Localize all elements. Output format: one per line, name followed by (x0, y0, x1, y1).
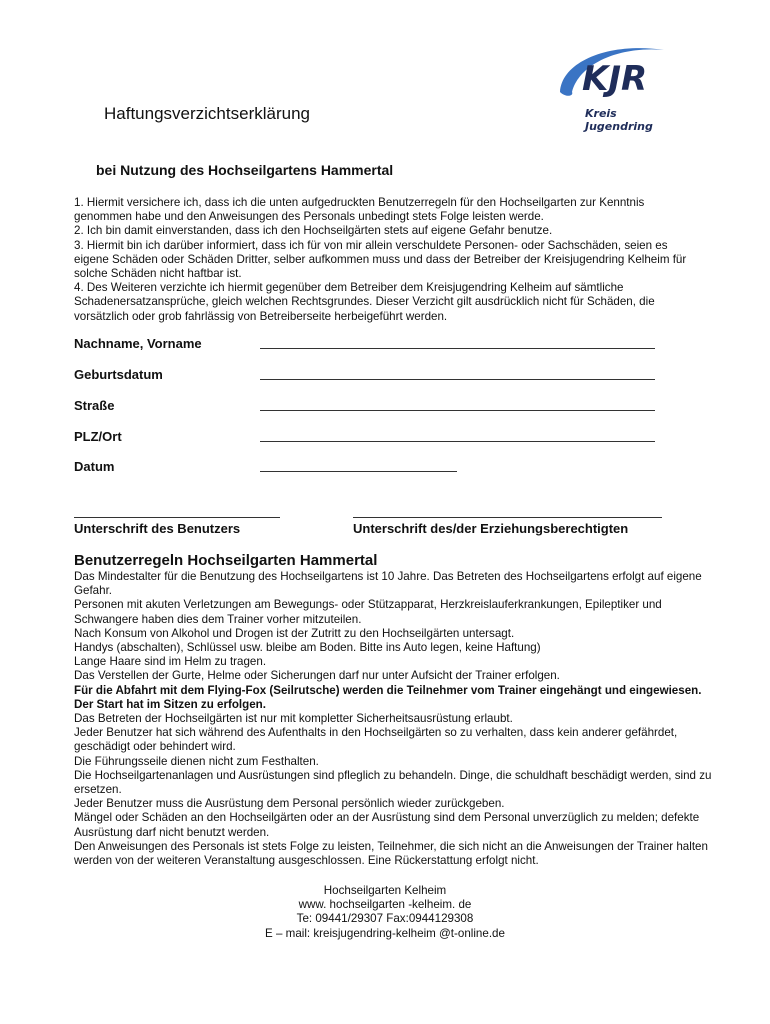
waiver-point-4: 4. Des Weiteren verzichte ich hiermit gegenüber dem Betreiber dem Kreisjugendring Kelheim auf sämtliche Schadenersatzansprüche, gleich welchen Rechtsgrundes. Dieser Verzicht gilt ausdrücklich nicht für Schäden, die vorsätzlich oder grob fahrlässig von Betreiberseite herbeigeführt werden. (74, 281, 655, 323)
rule-item: Jeder Benutzer hat sich während des Aufenthalts in den Hochseilgärten so zu verhalten, dass kein anderer gefährdet, geschädigt oder behindert wird. (74, 726, 678, 754)
field-line-street[interactable] (260, 410, 655, 411)
logo-line-jugendring: Jugendring (585, 120, 653, 133)
rule-item: Mängel oder Schäden an den Hochseilgärten oder an der Ausrüstung sind dem Personal unverzüglich zu melden; defekte Ausrüstung darf nicht benutzt werden. (74, 811, 700, 839)
rule-item: Lange Haare sind im Helm zu tragen. (74, 655, 267, 669)
signature-label-user: Unterschrift des Benutzers (74, 521, 241, 536)
signature-label-guardian: Unterschrift des/der Erziehungsberechtigten (353, 521, 629, 536)
field-label-street: Straße (74, 398, 115, 413)
field-line-name[interactable] (260, 348, 655, 349)
rule-item: Nach Konsum von Alkohol und Drogen ist der Zutritt zu den Hochseilgärten untersagt. (74, 626, 515, 640)
rule-item: Jeder Benutzer muss die Ausrüstung dem Personal persönlich wieder zurückgeben. (74, 797, 505, 811)
field-line-city[interactable] (260, 441, 655, 442)
field-label-city: PLZ/Ort (74, 429, 122, 444)
logo-line-kreis: Kreis (585, 107, 617, 120)
document-subtitle: bei Nutzung des Hochseilgartens Hammertal (96, 162, 394, 178)
contact-web: www. hochseilgarten -kelheim. de (298, 898, 472, 912)
rule-item: Das Verstellen der Gurte, Helme oder Sicherungen darf nur unter Aufsicht der Trainer erfolgen. (74, 669, 560, 683)
signature-line-user[interactable] (74, 517, 280, 518)
signature-line-guardian[interactable] (353, 517, 662, 518)
waiver-point-1: 1. Hiermit versichere ich, dass ich die unten aufgedruckten Benutzerregeln für den Hochseilgarten zur Kenntnis genommen habe und den Anweisungen des Personals unbedingt stets Folge leisten werde. (74, 196, 645, 224)
logo-letters: KJR (582, 59, 648, 99)
rule-item: Die Hochseilgartenanlagen und Ausrüstungen sind pfleglich zu behandeln. Dinge, die schuldhaft beschädigt werden, sind zu ersetzen. (74, 768, 712, 797)
rules-list (74, 570, 714, 868)
field-label-name: Nachname, Vorname (74, 336, 202, 351)
contact-name: Hochseilgarten Kelheim (323, 884, 447, 897)
waiver-point-3: 3. Hiermit bin ich darüber informiert, dass ich für von mir allein verschuldete Personen- oder Sachschäden, seien es eigene Schäden oder Schäden Dritter, selber aufkommen muss und dass der Betreiber der Kreisjugendring Kelheim für solche Schäden nicht haftbar ist. (74, 238, 687, 281)
contact-phone: Te: 09441/29307 Fax:0944129308 (296, 912, 474, 926)
contact-email: E – mail: kreisjugendring-kelheim @t-online.de (265, 926, 505, 940)
waiver-point-2: 2. Ich bin damit einverstanden, dass ich den Hochseilgärten stets auf eigene Gefahr benutze. (74, 224, 553, 238)
rule-item: Den Anweisungen des Personals ist stets Folge zu leisten, Teilnehmer, die sich nicht an die Anweisungen der Trainer halten werden von der weiteren Veranstaltung ausgeschlossen. Eine Rückerstattung erfolgt nicht. (74, 839, 708, 868)
rules-title: Benutzerregeln Hochseilgarten Hammertal (74, 552, 378, 569)
rule-item: Das Betreten der Hochseilgärten ist nur mit kompletter Sicherheitsausrüstung erlaubt. (74, 712, 513, 726)
rule-item: Personen mit akuten Verletzungen am Bewegungs- oder Stützapparat, Herzkreislauferkrankungen, Epileptiker und Schwangere haben dies dem Trainer vorher mitzuteilen. (74, 598, 662, 626)
rule-item: Handys (abschalten), Schlüssel usw. bleibe am Boden. Bitte ins Auto legen, keine Haftung) (74, 641, 541, 655)
field-line-birthdate[interactable] (260, 379, 655, 380)
document-title: Haftungsverzichtserklärung (104, 104, 310, 123)
rule-item: Das Mindestalter für die Benutzung des Hochseilgartens ist 10 Jahre. Das Betreten des Hochseilgartens erfolgt auf eigene Gefahr. (74, 570, 702, 598)
rule-item-flying-fox: Für die Abfahrt mit dem Flying-Fox (Seilrutsche) werden die Teilnehmer vom Trainer eingehängt und eingewiesen. Der Start hat im Sitzen zu erfolgen. (74, 683, 702, 711)
rule-item: Die Führungsseile dienen nicht zum Festhalten. (74, 754, 319, 768)
field-label-birthdate: Geburtsdatum (74, 367, 163, 382)
field-label-date: Datum (74, 459, 115, 474)
logo-text (585, 107, 653, 133)
contact-block (0, 884, 770, 941)
field-line-date[interactable] (260, 471, 457, 472)
waiver-text (74, 196, 699, 324)
